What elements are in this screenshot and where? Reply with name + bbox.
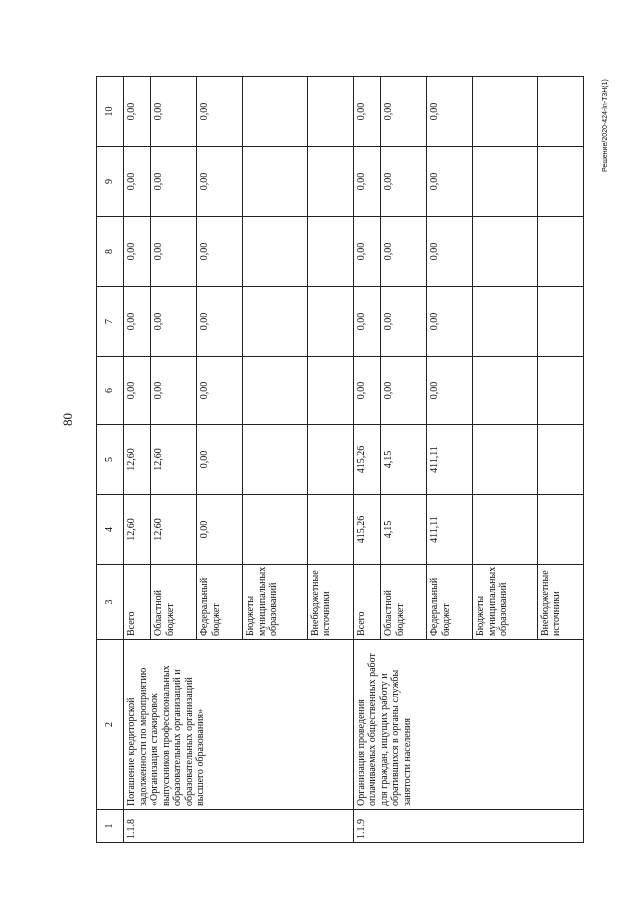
column-header-2: 2 xyxy=(97,640,124,810)
value-cell: 12,60 xyxy=(124,495,151,565)
table-row xyxy=(353,77,380,843)
document-reference: Решение/2020-424-ln-T3H(1) xyxy=(602,79,609,172)
table-body xyxy=(124,77,584,843)
value-cell xyxy=(307,217,353,287)
column-header-3: 3 xyxy=(97,565,124,640)
header-row xyxy=(97,77,124,843)
value-cell: 0,00 xyxy=(124,77,151,147)
funding-source: Всего xyxy=(124,565,151,640)
funding-source: Федеральный бюджет xyxy=(427,565,473,640)
value-cell xyxy=(307,287,353,357)
value-cell xyxy=(243,495,308,565)
value-cell: 0,00 xyxy=(381,217,427,287)
value-cell: 0,00 xyxy=(381,77,427,147)
value-cell: 4,15 xyxy=(381,425,427,495)
funding-source: Областной бюджет xyxy=(381,565,427,640)
value-cell xyxy=(307,147,353,217)
column-header-4: 4 xyxy=(97,495,124,565)
column-header-10: 10 xyxy=(97,77,124,147)
value-cell: 0,00 xyxy=(197,495,243,565)
value-cell: 0,00 xyxy=(151,147,197,217)
value-cell: 12,60 xyxy=(151,495,197,565)
value-cell xyxy=(243,287,308,357)
value-cell: 0,00 xyxy=(197,77,243,147)
column-header-8: 8 xyxy=(97,217,124,287)
value-cell: 411,11 xyxy=(427,425,473,495)
value-cell: 0,00 xyxy=(197,147,243,217)
value-cell xyxy=(243,147,308,217)
value-cell xyxy=(307,425,353,495)
value-cell: 0,00 xyxy=(151,357,197,425)
value-cell: 0,00 xyxy=(427,217,473,287)
budget-table-container xyxy=(96,77,584,843)
value-cell: 0,00 xyxy=(381,287,427,357)
value-cell: 0,00 xyxy=(151,287,197,357)
value-cell: 415,26 xyxy=(353,495,380,565)
value-cell: 415,26 xyxy=(353,425,380,495)
item-code: 1.1.9 xyxy=(353,810,583,843)
value-cell: 12,60 xyxy=(124,425,151,495)
value-cell: 0,00 xyxy=(124,287,151,357)
value-cell xyxy=(243,217,308,287)
value-cell xyxy=(537,147,583,217)
value-cell xyxy=(537,495,583,565)
value-cell: 0,00 xyxy=(381,357,427,425)
value-cell: 0,00 xyxy=(151,217,197,287)
value-cell: 0,00 xyxy=(427,357,473,425)
item-name: Организация проведения оплачиваемых общественных работ для граждан, ищущих работу и обратившихся в органы службы занятости населения xyxy=(353,640,583,810)
value-cell: 411,11 xyxy=(427,495,473,565)
page-number: 80 xyxy=(60,413,75,426)
value-cell xyxy=(473,495,538,565)
value-cell: 0,00 xyxy=(124,217,151,287)
table-row xyxy=(124,77,151,843)
item-name: Погашение кредиторской задолженности по мероприятию «Организация стажировок выпускников профессиональных образовательных организаций и образовательных организаций высшего образования» xyxy=(124,640,354,810)
funding-source: Внебюджетные источники xyxy=(537,565,583,640)
item-code: 1.1.8 xyxy=(124,810,354,843)
value-cell: 0,00 xyxy=(124,147,151,217)
value-cell xyxy=(307,495,353,565)
value-cell xyxy=(243,425,308,495)
value-cell xyxy=(307,77,353,147)
value-cell xyxy=(473,357,538,425)
value-cell xyxy=(473,217,538,287)
value-cell xyxy=(473,425,538,495)
value-cell xyxy=(473,77,538,147)
funding-source: Бюджеты муниципальных образований xyxy=(473,565,538,640)
value-cell: 0,00 xyxy=(197,287,243,357)
value-cell xyxy=(243,77,308,147)
column-header-1: 1 xyxy=(97,810,124,843)
value-cell: 0,00 xyxy=(353,77,380,147)
value-cell xyxy=(537,425,583,495)
funding-source: Областной бюджет xyxy=(151,565,197,640)
value-cell: 0,00 xyxy=(381,147,427,217)
value-cell: 0,00 xyxy=(353,147,380,217)
funding-source: Внебюджетные источники xyxy=(307,565,353,640)
funding-source: Всего xyxy=(353,565,380,640)
value-cell: 0,00 xyxy=(353,287,380,357)
value-cell: 4,15 xyxy=(381,495,427,565)
value-cell xyxy=(307,357,353,425)
value-cell xyxy=(537,217,583,287)
value-cell: 0,00 xyxy=(353,357,380,425)
value-cell: 0,00 xyxy=(427,287,473,357)
value-cell: 0,00 xyxy=(124,357,151,425)
value-cell: 0,00 xyxy=(197,217,243,287)
column-header-9: 9 xyxy=(97,147,124,217)
value-cell: 0,00 xyxy=(197,425,243,495)
column-header-6: 6 xyxy=(97,357,124,425)
column-header-5: 5 xyxy=(97,425,124,495)
value-cell: 0,00 xyxy=(353,217,380,287)
value-cell: 0,00 xyxy=(151,77,197,147)
value-cell: 0,00 xyxy=(427,147,473,217)
column-header-7: 7 xyxy=(97,287,124,357)
funding-source: Федеральный бюджет xyxy=(197,565,243,640)
value-cell: 12,60 xyxy=(151,425,197,495)
value-cell xyxy=(537,287,583,357)
value-cell xyxy=(473,287,538,357)
funding-source: Бюджеты муниципальных образований xyxy=(243,565,308,640)
value-cell xyxy=(537,77,583,147)
value-cell xyxy=(243,357,308,425)
budget-table xyxy=(96,76,584,843)
value-cell: 0,00 xyxy=(427,77,473,147)
value-cell: 0,00 xyxy=(197,357,243,425)
value-cell xyxy=(473,147,538,217)
value-cell xyxy=(537,357,583,425)
